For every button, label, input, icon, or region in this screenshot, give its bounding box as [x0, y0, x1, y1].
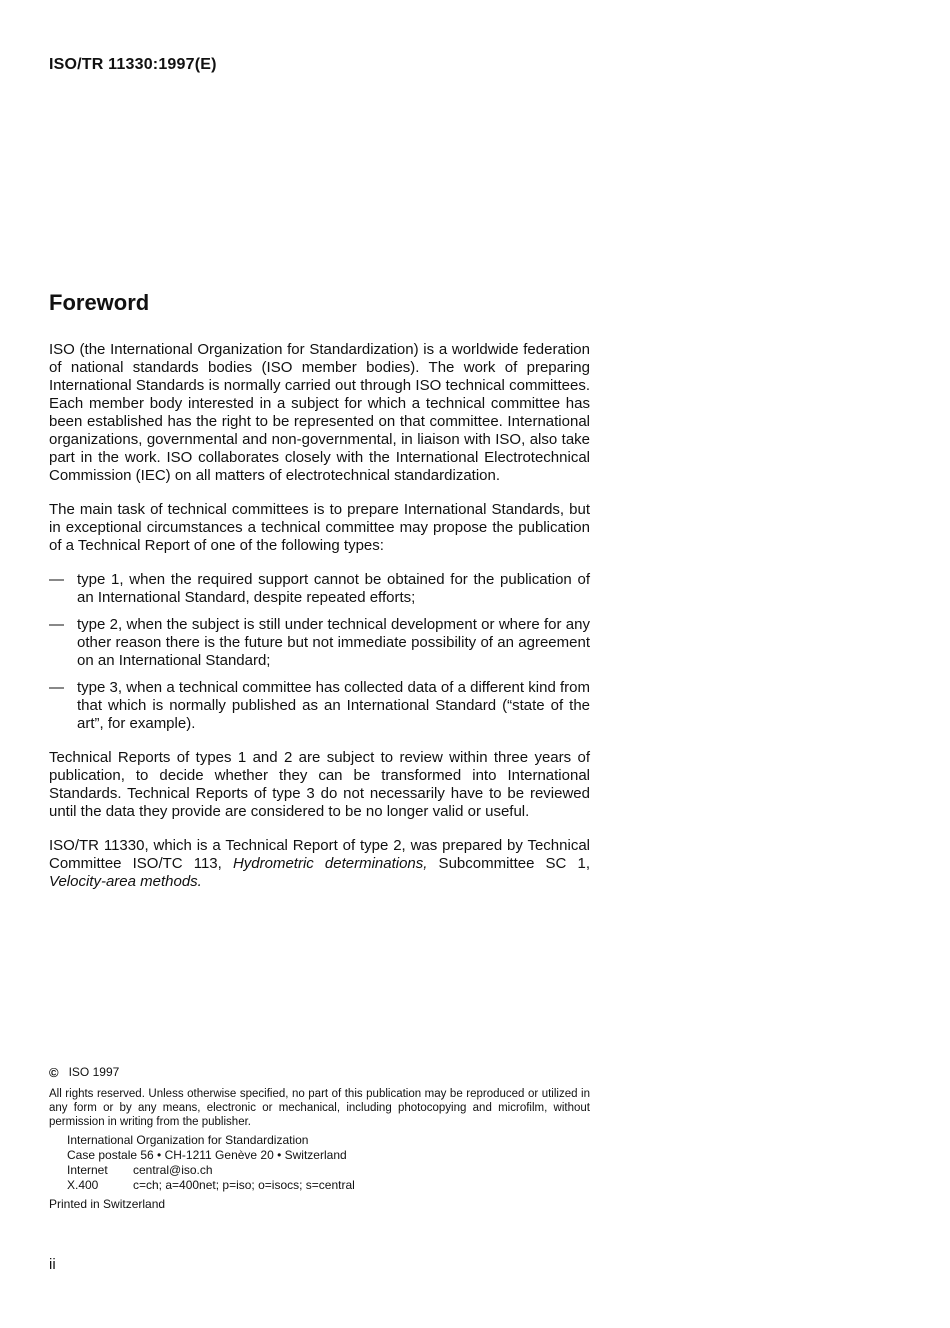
foreword-body: [49, 341, 590, 907]
copyright-line: [49, 1065, 590, 1080]
list-item: [49, 616, 590, 670]
dash-bullet: —: [49, 616, 64, 633]
page-number: ii: [49, 1256, 56, 1273]
copyright-year: ISO 1997: [68, 1065, 120, 1079]
copyright-icon: ©: [49, 1065, 59, 1080]
type-2-text: type 2, when the subject is still under technical development or where for any other reason there is the future but not immediate possibility of an agreement on an International Standard;: [77, 616, 590, 669]
publisher-org: International Organization for Standardization: [67, 1133, 309, 1147]
internet-row: [67, 1163, 590, 1178]
document-id: ISO/TR 11330:1997(E): [49, 56, 217, 73]
type-3-text: type 3, when a technical committee has collected data of a different kind from that which is normally published as an International Standard (“state of the art”, for example).: [77, 679, 590, 732]
internet-value: central@iso.ch: [133, 1163, 213, 1177]
x400-row: [67, 1178, 590, 1193]
foreword-paragraph-3: Technical Reports of types 1 and 2 are subject to review within three years of publication, to decide whether they can be transformed into International Standards. Technical Reports of type 3 do not necessarily have to be reviewed until the data they provide are considered to be no longer valid or useful.: [49, 749, 590, 820]
list-item: [49, 571, 590, 607]
rights-statement: All rights reserved. Unless otherwise specified, no part of this publication may be reproduced or utilized in any form or by any means, electronic or mechanical, including photocopying and microfilm, without permission in writing from the publisher.: [49, 1088, 590, 1128]
publisher-address: [67, 1133, 590, 1193]
list-item: [49, 679, 590, 733]
dash-bullet: —: [49, 571, 64, 588]
foreword-paragraph-2: The main task of technical committees is to prepare International Standards, but in exceptional circumstances a technical committee may propose the publication of a Technical Report of one of the following types:: [49, 501, 590, 554]
committee-title: Hydrometric determinations,: [232, 855, 428, 872]
x400-label: X.400: [67, 1178, 99, 1192]
subcommittee-title: Velocity-area methods.: [49, 873, 202, 890]
internet-label: Internet: [67, 1163, 108, 1177]
type-1-text: type 1, when the required support cannot be obtained for the publication of an International Standard, despite repeated efforts;: [77, 571, 590, 606]
foreword-heading: Foreword: [49, 290, 150, 315]
foreword-paragraph-1: ISO (the International Organization for Standardization) is a worldwide federation of national standards bodies (ISO member bodies). The work of preparing International Standards is normally carried out through ISO technical committees. Each member body interested in a subject for which a technical committee has been established has the right to be represented on that committee. International organizations, governmental and non-governmental, in liaison with ISO, also take part in the work. ISO collaborates closely with the International Electrotechnical Commission (IEC) on all matters of electrotechnical standardization.: [49, 341, 590, 484]
postal-address: Case postale 56 • CH-1211 Genève 20 • Switzerland: [67, 1148, 347, 1162]
foreword-paragraph-4: [49, 837, 590, 891]
x400-value: c=ch; a=400net; p=iso; o=isocs; s=central: [133, 1178, 355, 1192]
paragraph-4-part-a: ISO/TR 11330, which is a Technical Report of type 2, was prepared by Technical Committee ISO/TC 113,: [49, 837, 590, 872]
report-types-list: [49, 571, 590, 733]
dash-bullet: —: [49, 679, 64, 696]
printed-in: Printed in Switzerland: [49, 1197, 166, 1211]
paragraph-4-part-c: Subcommittee SC 1,: [427, 855, 590, 872]
copyright-block: [49, 1065, 590, 1212]
